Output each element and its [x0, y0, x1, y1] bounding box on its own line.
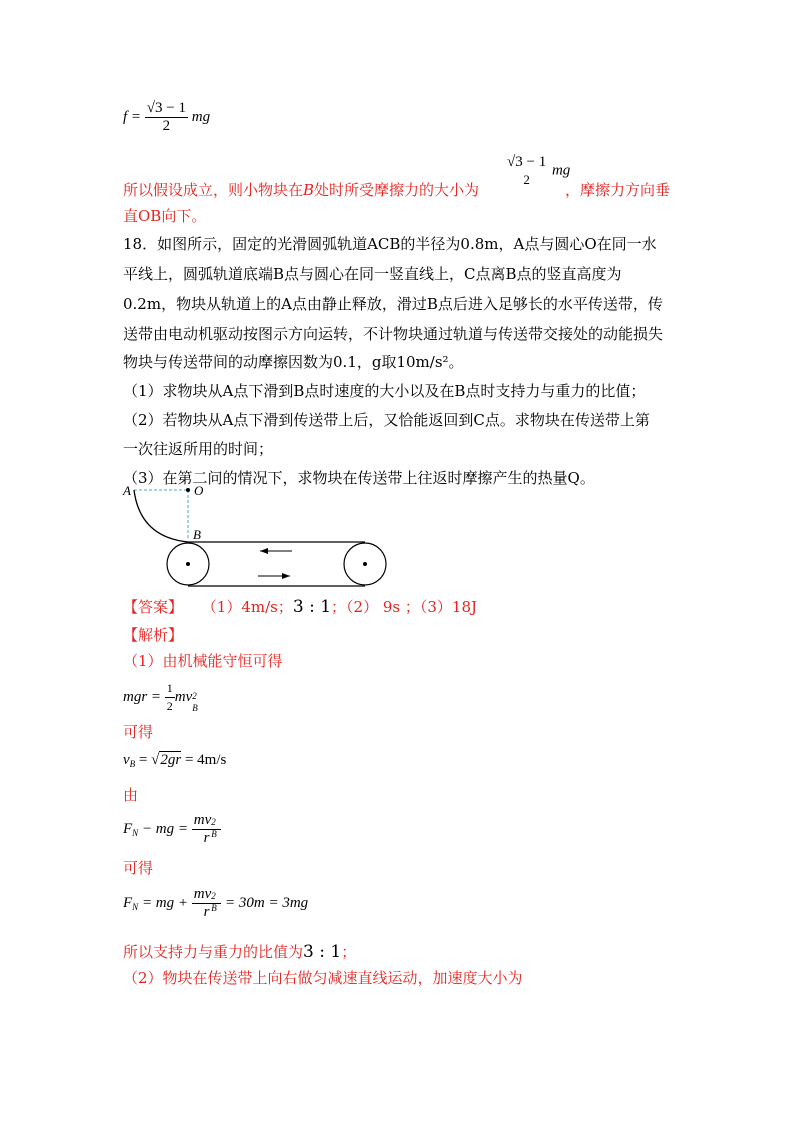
arrow-left-icon [260, 548, 292, 554]
analysis-step-4: 可得 [123, 859, 154, 877]
eq4-sub: N [132, 901, 139, 912]
eq3-num [192, 812, 222, 839]
answer-line [123, 597, 477, 617]
answer-tag: 【答案】 [123, 598, 184, 616]
eq4-mid: = mg + [138, 894, 189, 911]
problem-line-5: 物块与传送带间的动摩擦因数为0.1，g取10m/s²。 [123, 353, 464, 371]
eq3-num-sup: 2 [211, 817, 216, 827]
formula-fraction [145, 100, 188, 135]
arrow-right-icon [258, 573, 290, 579]
eq3-lhs: F [123, 820, 133, 837]
conclusion-point-b: B [303, 181, 315, 199]
center-o-dot [186, 488, 190, 492]
eq1-rhs: mv [174, 688, 193, 705]
eq4-fraction [192, 886, 222, 921]
problem-line-4: 送带由电动机驱动按图示方向运转，不计物块通过轨道与传送带交接处的动能损失 [123, 325, 664, 343]
eq2-sub: B [129, 759, 136, 769]
eq4-num-text: mv [193, 886, 212, 902]
formula-num: √3 − 1 [146, 100, 186, 116]
question-1: （1）求物块从A点下滑到B点时速度的大小以及在B点时支持力与重力的比值； [123, 382, 646, 400]
eq4-den: r [203, 904, 210, 920]
analysis-step-1: （1）由机械能守恒可得 [123, 652, 283, 670]
analysis-step-2: 可得 [123, 723, 154, 741]
answer-ratio: 3 : 1 [292, 597, 332, 617]
arc-track [134, 490, 188, 542]
equation-2 [123, 752, 226, 769]
eq2-mid: = [135, 752, 152, 768]
formula-lhs: f = [123, 108, 142, 125]
formula-den: 2 [162, 118, 171, 134]
equation-4 [123, 886, 308, 921]
friction-formula [123, 100, 210, 135]
conveyor-figure [120, 482, 400, 592]
conclusion-text-b: 处时所受摩擦力的大小为 [314, 181, 480, 199]
eq4-num [192, 886, 222, 913]
eq1-sub: B [192, 702, 198, 713]
conclusion-frac-num: √3 − 1 [507, 154, 547, 170]
eq3-den: r [203, 830, 210, 846]
question-3: （3）在第二问的情况下，求物块在传送带上往返时摩擦产生的热量Q。 [123, 469, 595, 487]
answer-part-2: ；（2） 9s ；（3）18J [331, 598, 477, 616]
eq2-lhs: v [123, 752, 130, 768]
equation-1 [123, 680, 200, 715]
eq3-num-text: mv [193, 812, 212, 828]
eq3-sub: N [132, 827, 139, 838]
conclusion-line-2 [123, 206, 206, 226]
eq3-mid: − mg = [138, 820, 189, 837]
ratio-sentence: 所以支持力与重力的比值为 [123, 943, 304, 961]
eq3-num-sub: B [211, 829, 217, 839]
eq4-num-sup: 2 [211, 891, 216, 901]
equation-3 [123, 812, 221, 847]
analysis-step-5 [123, 942, 356, 962]
eq4-lhs: F [123, 894, 133, 911]
conclusion-fraction [505, 154, 570, 188]
analysis-step-3: 由 [123, 786, 139, 804]
eq4-num-sub: B [211, 903, 217, 913]
problem-line-1: 18．如图所示，固定的光滑圆弧轨道ACB的半径为0.8m，A点与圆心O在同一水 [123, 235, 657, 253]
conclusion-text-line2: 直OB向下。 [123, 207, 207, 225]
eq1-fraction [165, 680, 175, 715]
problem-line-2: 平线上，圆弧轨道底端B点与圆心在同一竖直线上，C点离B点的竖直高度为 [123, 265, 622, 283]
answer-part-1: （1）4m/s； [201, 598, 293, 616]
left-pulley-axle [186, 562, 190, 566]
problem-line-3: 0.2m，物块从轨道上的A点由静止释放，滑过B点后进入足够长的水平传送带，传 [123, 295, 663, 313]
eq3-fraction [192, 812, 222, 847]
conclusion-line-1 [123, 180, 479, 200]
question-2b: 一次往返所用的时间； [123, 440, 274, 458]
conclusion-text-c: ，摩擦力方向垂 [565, 181, 671, 199]
ratio-value: 3 : 1 [303, 942, 342, 962]
label-o: O [194, 483, 204, 498]
formula-tail: mg [191, 108, 211, 125]
eq1-den: 2 [166, 699, 173, 713]
conclusion-line-1-end [565, 180, 670, 200]
eq1-lhs: mgr = [123, 688, 162, 705]
conclusion-frac-den: 2 [523, 172, 530, 187]
label-a: A [123, 483, 131, 498]
eq2-rhs: = 4m/s [181, 752, 227, 768]
ratio-end: ； [341, 943, 357, 961]
conclusion-text-a: 所以假设成立，则小物块在 [123, 181, 304, 199]
question-2a: （2）若物块从A点下滑到传送带上后，又恰能返回到C点。求物块在传送带上第 [123, 411, 650, 429]
eq2-radicand: 2gr [160, 752, 182, 768]
label-b: B [193, 527, 201, 542]
sqrt-icon: √ [151, 752, 160, 768]
right-pulley-axle [363, 562, 367, 566]
analysis-tag: 【解析】 [123, 626, 184, 644]
eq1-sup: 2 [192, 690, 197, 701]
eq4-rhs: = 30m = 3mg [221, 894, 309, 911]
conclusion-frac-tail: mg [551, 162, 571, 179]
eq1-num: 1 [165, 680, 175, 698]
analysis-step-6: （2）物块在传送带上向右做匀减速直线运动，加速度大小为 [123, 969, 523, 987]
